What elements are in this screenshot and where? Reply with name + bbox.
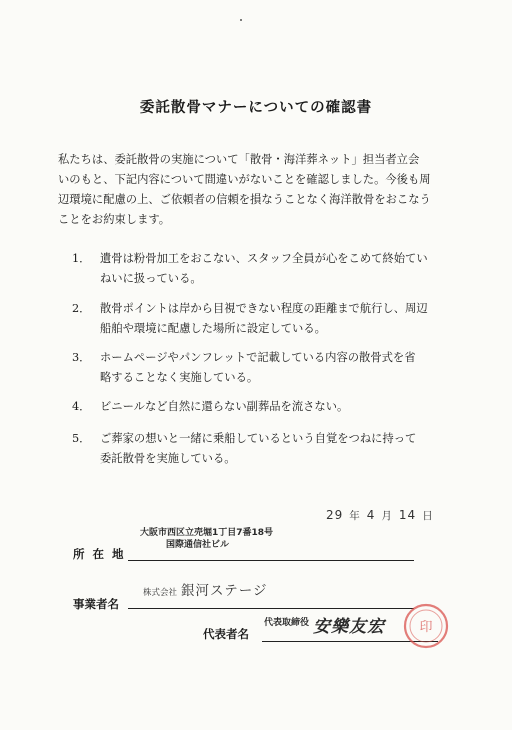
- item-line: 委託散骨を実施している。: [100, 452, 236, 465]
- date-day: 14: [398, 508, 417, 522]
- item-number: 2．: [72, 302, 91, 315]
- item-number: 3．: [72, 351, 91, 364]
- scan-speck: [240, 19, 242, 21]
- item-number: 1．: [72, 252, 91, 265]
- item-text: [100, 397, 470, 417]
- business-name-underline: [128, 608, 414, 609]
- item-line: 略することなく実施している。: [100, 371, 259, 384]
- item-text: [100, 249, 470, 289]
- representative-stamp: [264, 612, 385, 637]
- date-year-unit: 年: [349, 510, 361, 522]
- date-year: 29: [326, 508, 344, 522]
- item-line: 散骨ポイントは岸から目視できない程度の距離まで航行し、周辺: [100, 302, 428, 315]
- item-line: ねいに扱っている。: [100, 272, 202, 285]
- item-number: 4．: [72, 400, 91, 413]
- item-line: 船舶や環境に配慮した場所に設定している。: [100, 322, 326, 335]
- intro-paragraph: [58, 150, 478, 230]
- seal-text: 印: [419, 620, 433, 635]
- company-name: 銀河ステージ: [181, 583, 268, 599]
- item-text: [100, 299, 470, 339]
- company-seal-icon: [402, 602, 450, 650]
- company-stamp: [143, 579, 267, 599]
- item-line: 遺骨は粉骨加工をおこない、スタッフ全員が心をこめて終始てい: [100, 252, 428, 265]
- signed-date: [326, 508, 440, 523]
- intro-line: 辺環境に配慮の上、ご依頼者の信頼を損なうことなく海洋散骨をおこなう: [58, 193, 431, 206]
- intro-line: いのもと、下記内容について間違いがないことを確認しました。今後も周: [58, 173, 431, 186]
- intro-line: ことをお約束します。: [58, 213, 171, 226]
- intro-line: 私たちは、委託散骨の実施について「散骨・海洋葬ネット」担当者立会: [58, 153, 420, 166]
- date-month: 4: [366, 508, 376, 522]
- address-stamp: [140, 527, 273, 551]
- company-kind: 株式会社: [143, 588, 178, 598]
- date-month-unit: 月: [381, 510, 393, 522]
- item-text: [100, 348, 470, 388]
- address-line: 大阪市西区立売堀1丁目7番18号: [140, 528, 274, 538]
- item-line: ご葬家の想いと一緒に乗船しているという自覚をつねに持って: [100, 432, 417, 445]
- representative-label: 代表者名: [203, 627, 249, 641]
- location-underline: [128, 560, 414, 561]
- business-name-label: 事業者名: [73, 597, 119, 611]
- representative-name: 安樂友宏: [313, 617, 386, 637]
- location-label: 所 在 地: [73, 547, 126, 561]
- representative-title: 代表取締役: [264, 618, 310, 628]
- item-line: ホームページやパンフレットで記載している内容の散骨式を省: [100, 351, 416, 364]
- item-line: ビニールなど自然に還らない副葬品を流さない。: [100, 400, 349, 413]
- item-text: [100, 429, 470, 469]
- date-day-unit: 日: [422, 510, 434, 522]
- document-title: 委託散骨マナーについての確認書: [139, 99, 373, 116]
- item-number: 5．: [72, 432, 91, 445]
- address-line: 国際通信社ビル: [166, 540, 230, 550]
